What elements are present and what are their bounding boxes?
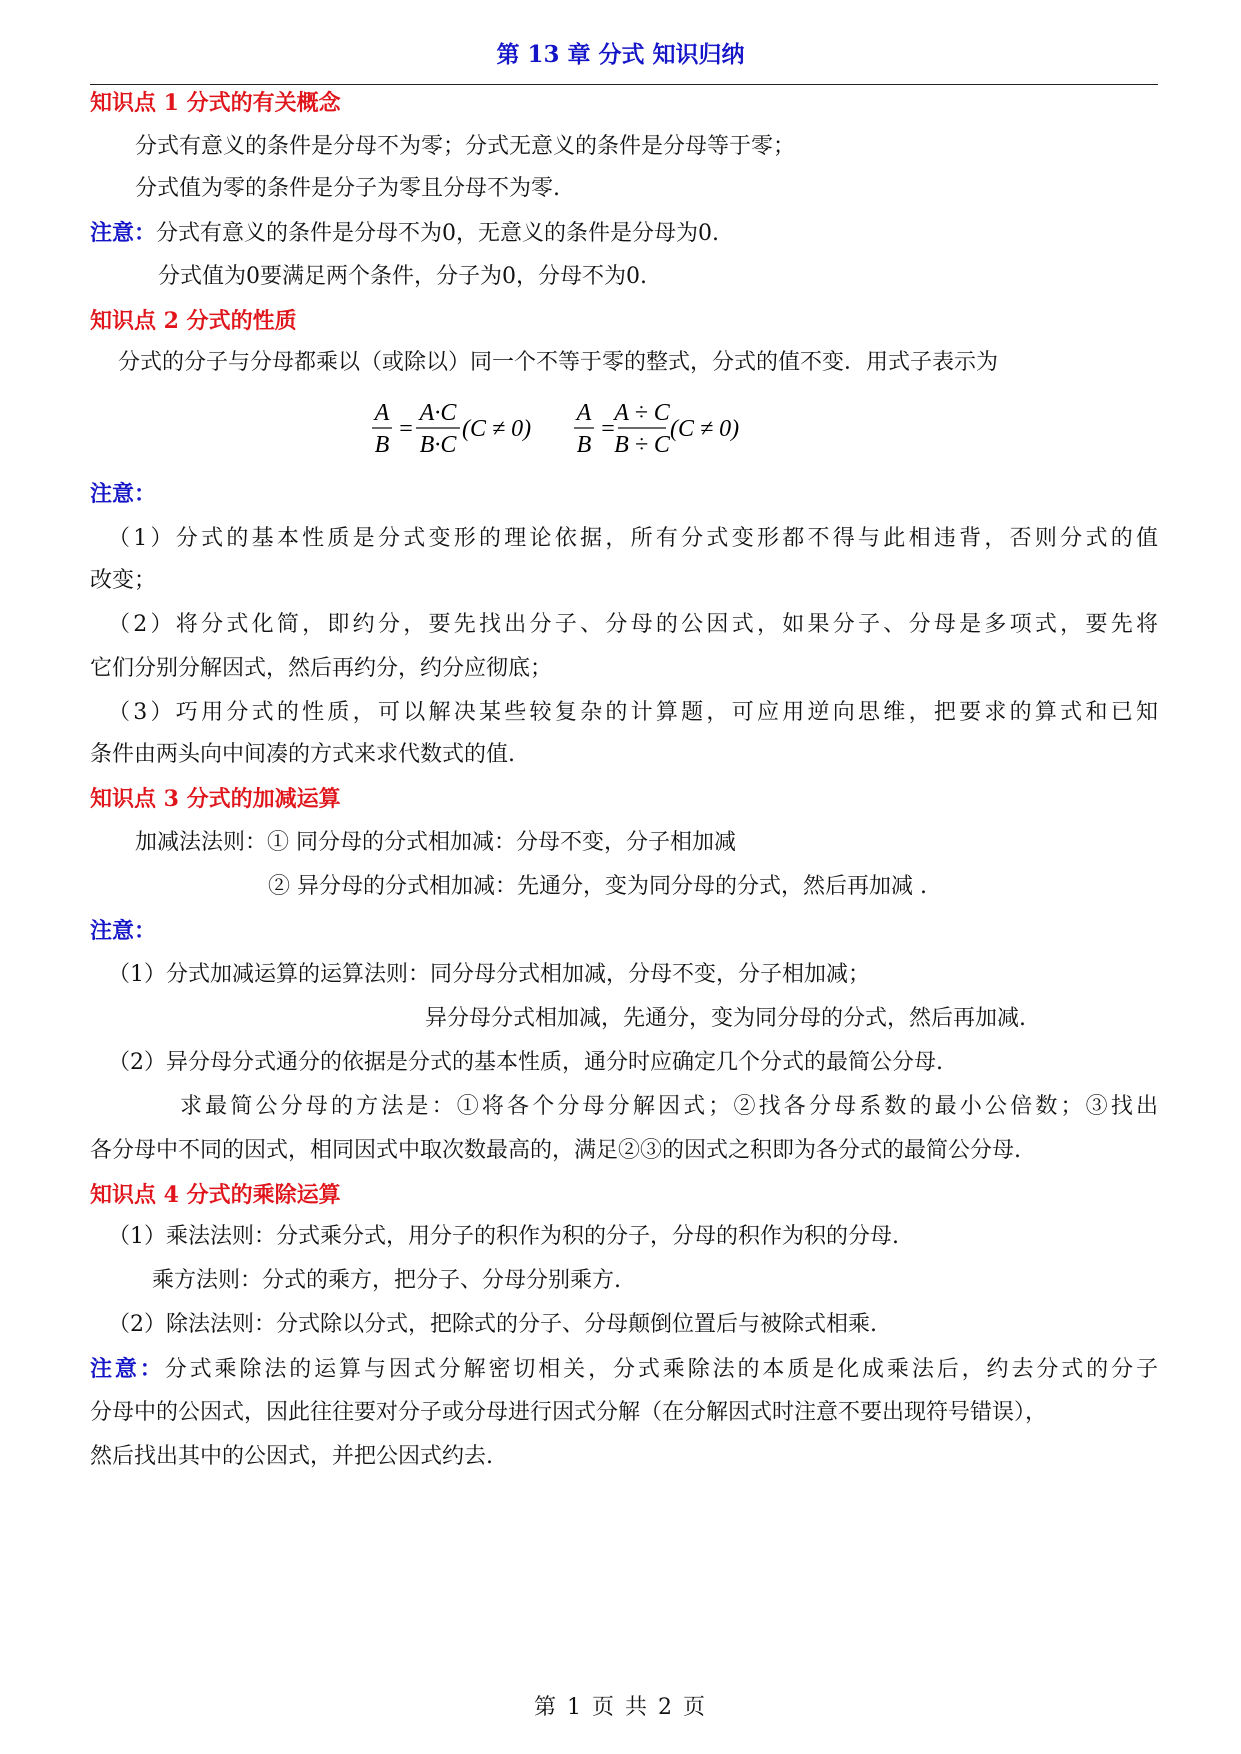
section-2-note-3-cont: 条件由两头向中间凑的方式来求代数式的值.	[90, 742, 515, 767]
formula-div-rhs-den: B ÷ C	[614, 432, 670, 458]
section-1-heading: 知识点 1 分式的有关概念	[90, 90, 341, 116]
formula-div-lhs-den: B	[576, 432, 592, 458]
section-4-note	[90, 1354, 1158, 1385]
formula-div-condition: (C ≠ 0)	[670, 416, 740, 442]
section-1-note-text-1: 分式有意义的条件是分母不为0，无意义的条件是分母为0.	[156, 221, 720, 246]
section-3-note-1-cont: 异分母分式相加减，先通分，变为同分母的分式，然后再加减.	[425, 1006, 1026, 1031]
section-1-note	[90, 218, 719, 249]
formula-div-lhs-num: A	[576, 400, 592, 426]
section-4-note-line-2: 分母中的公因式，因此往往要对分子或分母进行因式分解（在分解因式时注意不要出现符号错误），	[90, 1400, 1048, 1425]
section-2-note-2: （2）将分式化简，即约分，要先找出分子、分母的公因式，如果分子、分母是多项式，要先将	[108, 612, 1158, 637]
property-formula	[90, 398, 1158, 488]
page-title: 第 13 章 分式 知识归纳	[496, 41, 745, 68]
section-3-rule-2: ② 异分母的分式相加减：先通分，变为同分母的分式，然后再加减 .	[268, 874, 927, 899]
section-2-note-1-cont: 改变；	[90, 568, 157, 593]
section-2-note-label: 注意：	[90, 481, 157, 507]
formula-mul-rhs-den: B·C	[419, 432, 457, 458]
formula-mul-eq: =	[399, 416, 413, 442]
note-label: 注意：	[90, 1356, 165, 1382]
section-3-note-2-method: 求最简公分母的方法是：①将各个分母分解因式；②找各分母系数的最小公倍数；③找出	[180, 1094, 1158, 1119]
formula-mul-lhs-den: B	[374, 432, 390, 458]
section-3-rule-1: 加减法法则：① 同分母的分式相加减：分母不变，分子相加减	[135, 830, 736, 855]
section-3-note-2: （2）异分母分式通分的依据是分式的基本性质，通分时应确定几个分式的最简公分母.	[108, 1050, 943, 1075]
formula-svg	[90, 398, 1158, 468]
formula-div-rhs-num: A ÷ C	[614, 400, 670, 426]
section-3-note-label: 注意：	[90, 918, 157, 944]
section-2-note-2-cont: 它们分别分解因式，然后再约分，约分应彻底；	[90, 656, 553, 681]
section-4-line-2: 乘方法则：分式的乘方，把分子、分母分别乘方.	[152, 1268, 621, 1293]
section-2-intro: 分式的分子与分母都乘以（或除以）同一个不等于零的整式，分式的值不变．用式子表示为	[118, 350, 999, 375]
section-1-note-line-2: 分式值为0要满足两个条件，分子为0，分母不为0.	[158, 264, 647, 289]
section-3-heading: 知识点 3 分式的加减运算	[90, 786, 341, 812]
section-3-note-2-method-cont: 各分母中不同的因式，相同因式中取次数最高的，满足②③的因式之积即为各分式的最简公分母.	[90, 1138, 1021, 1163]
title-divider	[90, 84, 1158, 85]
note-label: 注意：	[90, 220, 157, 246]
section-1-line-2: 分式值为零的条件是分子为零且分母不为零.	[135, 176, 560, 201]
page-footer: 第 1 页 共 2 页	[534, 1695, 707, 1720]
section-4-note-text-1: 分式乘除法的运算与因式分解密切相关，分式乘除法的本质是化成乘法后，约去分式的分子	[164, 1357, 1158, 1382]
section-4-heading: 知识点 4 分式的乘除运算	[90, 1182, 341, 1208]
formula-mul-lhs-num: A	[374, 400, 390, 426]
section-2-note-3: （3）巧用分式的性质，可以解决某些较复杂的计算题，可应用逆向思维，把要求的算式和已知	[108, 700, 1158, 725]
section-4-line-1: （1）乘法法则：分式乘分式，用分子的积作为积的分子，分母的积作为积的分母.	[108, 1224, 899, 1249]
section-2-note-1: （1）分式的基本性质是分式变形的理论依据，所有分式变形都不得与此相违背，否则分式的值	[108, 526, 1158, 551]
section-4-line-3: （2）除法法则：分式除以分式，把除式的分子、分母颠倒位置后与被除式相乘.	[108, 1312, 877, 1337]
section-3-note-1: （1）分式加减运算的运算法则：同分母分式相加减，分母不变，分子相加减；	[108, 962, 870, 987]
formula-mul-rhs-num: A·C	[419, 400, 457, 426]
formula-div-eq: =	[601, 416, 615, 442]
section-4-note-line-3: 然后找出其中的公因式，并把公因式约去.	[90, 1444, 493, 1469]
section-2-heading: 知识点 2 分式的性质	[90, 308, 297, 334]
formula-mul-condition: (C ≠ 0)	[462, 416, 532, 442]
section-1-line-1: 分式有意义的条件是分母不为零；分式无意义的条件是分母等于零；	[135, 134, 796, 159]
